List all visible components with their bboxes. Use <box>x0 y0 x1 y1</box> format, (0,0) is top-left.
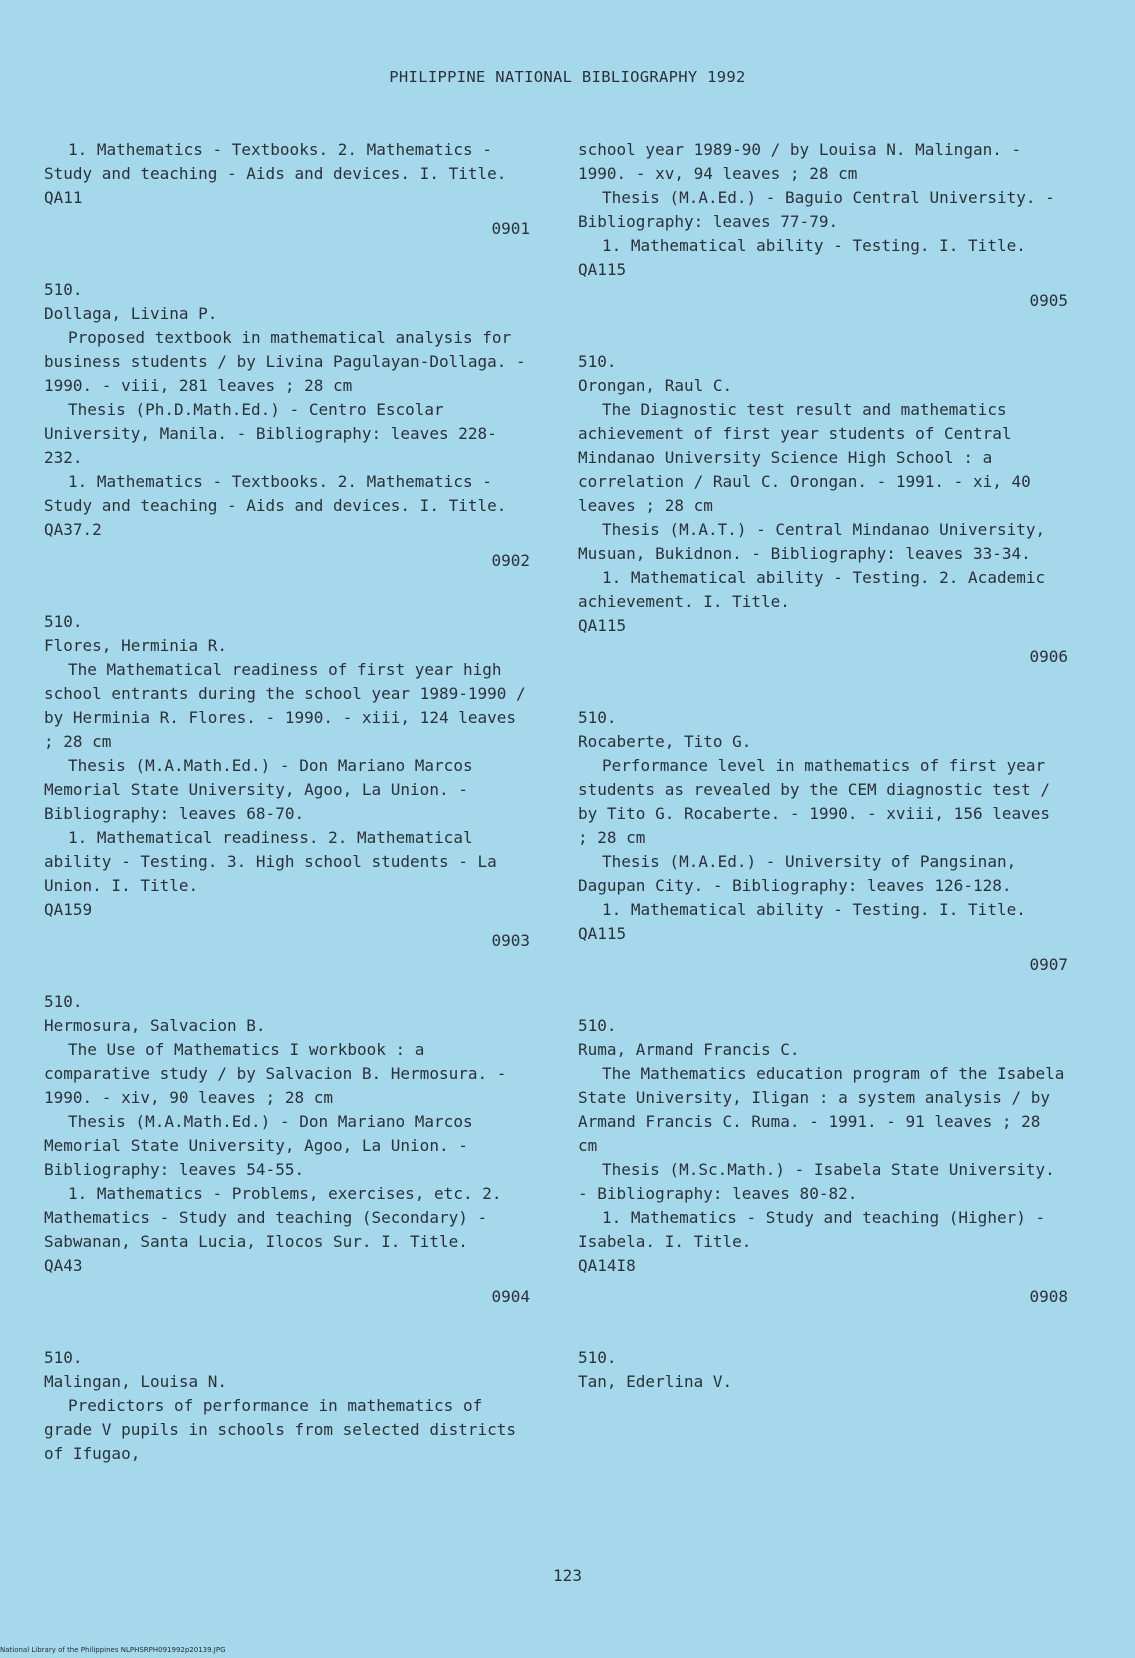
call-number: QA115 <box>578 260 627 279</box>
entry-title: school year 1989-90 / by Louisa N. Malingan. - 1990. - xv, 94 leaves ; 28 cm <box>578 140 1022 183</box>
bibliography-entry <box>44 278 530 573</box>
entry-title: Predictors of performance in mathematics of grade V pupils in schools from selected districts of Ifugao, <box>44 1396 517 1463</box>
class-number: 510. <box>44 992 83 1011</box>
entry-number: 0901 <box>491 219 530 238</box>
entry-subjects: 1. Mathematics - Textbooks. 2. Mathematics - Study and teaching - Aids and devices. I. Title. <box>44 472 507 515</box>
left-column <box>44 138 530 1466</box>
entry-author: Hermosura, Salvacion B. <box>44 1016 266 1035</box>
entry-title: The Mathematical readiness of first year high school entrants during the school year 1989-1990 / by Herminia R. Flores. - 1990. - xiii, 124 leaves ; 28 cm <box>44 660 526 751</box>
bibliography-entry <box>578 706 1068 977</box>
entry-number: 0907 <box>1029 955 1068 974</box>
bibliography-entry <box>44 1346 530 1466</box>
page-header: PHILIPPINE NATIONAL BIBLIOGRAPHY 1992 <box>389 68 746 86</box>
entry-author: Dollaga, Livina P. <box>44 304 218 323</box>
bibliography-entry <box>578 1346 1068 1394</box>
call-number: QA159 <box>44 900 93 919</box>
bibliography-entry <box>44 990 530 1309</box>
entry-number: 0902 <box>491 551 530 570</box>
entry-subjects: 1. Mathematical ability - Testing. I. Title. <box>602 236 1026 255</box>
bibliography-entry <box>578 350 1068 669</box>
entry-subjects: 1. Mathematics - Problems, exercises, etc. 2. Mathematics - Study and teaching (Secondary) - Sabwanan, Santa Lucia, Ilocos Sur. I. Title. <box>44 1184 502 1251</box>
call-number: QA115 <box>578 924 627 943</box>
call-number: QA11 <box>44 188 83 207</box>
bibliography-entry <box>578 1014 1068 1309</box>
class-number: 510. <box>44 612 83 631</box>
entry-title: The Use of Mathematics I workbook : a comparative study / by Salvacion B. Hermosura. - 1990. - xiv, 90 leaves ; 28 cm <box>44 1040 507 1107</box>
entry-number: 0908 <box>1029 1287 1068 1306</box>
class-number: 510. <box>578 708 617 727</box>
entry-thesis-note: Thesis (M.Sc.Math.) - Isabela State University. - Bibliography: leaves 80-82. <box>578 1160 1055 1203</box>
call-number: QA37.2 <box>44 520 102 539</box>
entry-thesis-note: Thesis (M.A.Math.Ed.) - Don Mariano Marcos Memorial State University, Agoo, La Union. - Bibliography: leaves 54-55. <box>44 1112 473 1179</box>
call-number: QA43 <box>44 1256 83 1275</box>
entry-thesis-note: Thesis (M.A.Math.Ed.) - Don Mariano Marcos Memorial State University, Agoo, La Union. - Bibliography: leaves 68-70. <box>44 756 473 823</box>
entry-author: Tan, Ederlina V. <box>578 1372 733 1391</box>
entry-number: 0904 <box>491 1287 530 1306</box>
entry-author: Flores, Herminia R. <box>44 636 228 655</box>
scan-footer: National Library of the Philippines NLPHSRPH091992p20139.JPG <box>0 1646 226 1654</box>
entry-subjects: 1. Mathematical ability - Testing. 2. Academic achievement. I. Title. <box>578 568 1046 611</box>
entry-thesis-note: Thesis (M.A.T.) - Central Mindanao University, Musuan, Bukidnon. - Bibliography: leaves 33-34. <box>578 520 1046 563</box>
entry-thesis-note: Thesis (M.A.Ed.) - Baguio Central University. - Bibliography: leaves 77-79. <box>578 188 1055 231</box>
entry-author: Malingan, Louisa N. <box>44 1372 228 1391</box>
entry-author: Rocaberte, Tito G. <box>578 732 752 751</box>
entry-subjects: 1. Mathematics - Textbooks. 2. Mathematics - Study and teaching - Aids and devices. I. Title. <box>44 140 507 183</box>
entry-subjects: 1. Mathematical readiness. 2. Mathematical ability - Testing. 3. High school students - La Union. I. Title. <box>44 828 497 895</box>
entry-title: The Diagnostic test result and mathematics achievement of first year students of Central Mindanao University Science High School : a correlation / Raul C. Orongan. - 1991. - xi, 40 leaves ; 28 cm <box>578 400 1031 515</box>
entry-thesis-note: Thesis (M.A.Ed.) - University of Pangsinan, Dagupan City. - Bibliography: leaves 126-128. <box>578 852 1017 895</box>
bibliography-entry <box>44 610 530 953</box>
class-number: 510. <box>44 280 83 299</box>
page-number: 123 <box>553 1566 582 1585</box>
class-number: 510. <box>578 1016 617 1035</box>
entry-subjects: 1. Mathematical ability - Testing. I. Title. <box>602 900 1026 919</box>
class-number: 510. <box>44 1348 83 1367</box>
call-number: QA115 <box>578 616 627 635</box>
right-column <box>578 138 1068 1394</box>
class-number: 510. <box>578 1348 617 1367</box>
entry-thesis-note: Thesis (Ph.D.Math.Ed.) - Centro Escolar University, Manila. - Bibliography: leaves 228-232. <box>44 400 497 467</box>
entry-number: 0905 <box>1029 291 1068 310</box>
entry-subjects: 1. Mathematics - Study and teaching (Higher) - Isabela. I. Title. <box>578 1208 1046 1251</box>
entry-author: Ruma, Armand Francis C. <box>578 1040 800 1059</box>
class-number: 510. <box>578 352 617 371</box>
entry-title: Proposed textbook in mathematical analysis for business students / by Livina Pagulayan-Dollaga. - 1990. - viii, 281 leaves ; 28 cm <box>44 328 526 395</box>
entry-number: 0903 <box>491 931 530 950</box>
entry-number: 0906 <box>1029 647 1068 666</box>
call-number: QA14I8 <box>578 1256 636 1275</box>
entry-author: Orongan, Raul C. <box>578 376 733 395</box>
entry-title: Performance level in mathematics of first year students as revealed by the CEM diagnostic test / by Tito G. Rocaberte. - 1990. - xviii, 156 leaves ; 28 cm <box>578 756 1051 847</box>
entry-title: The Mathematics education program of the Isabela State University, Iligan : a system analysis / by Armand Francis C. Ruma. - 1991. - 91 leaves ; 28 cm <box>578 1064 1065 1155</box>
